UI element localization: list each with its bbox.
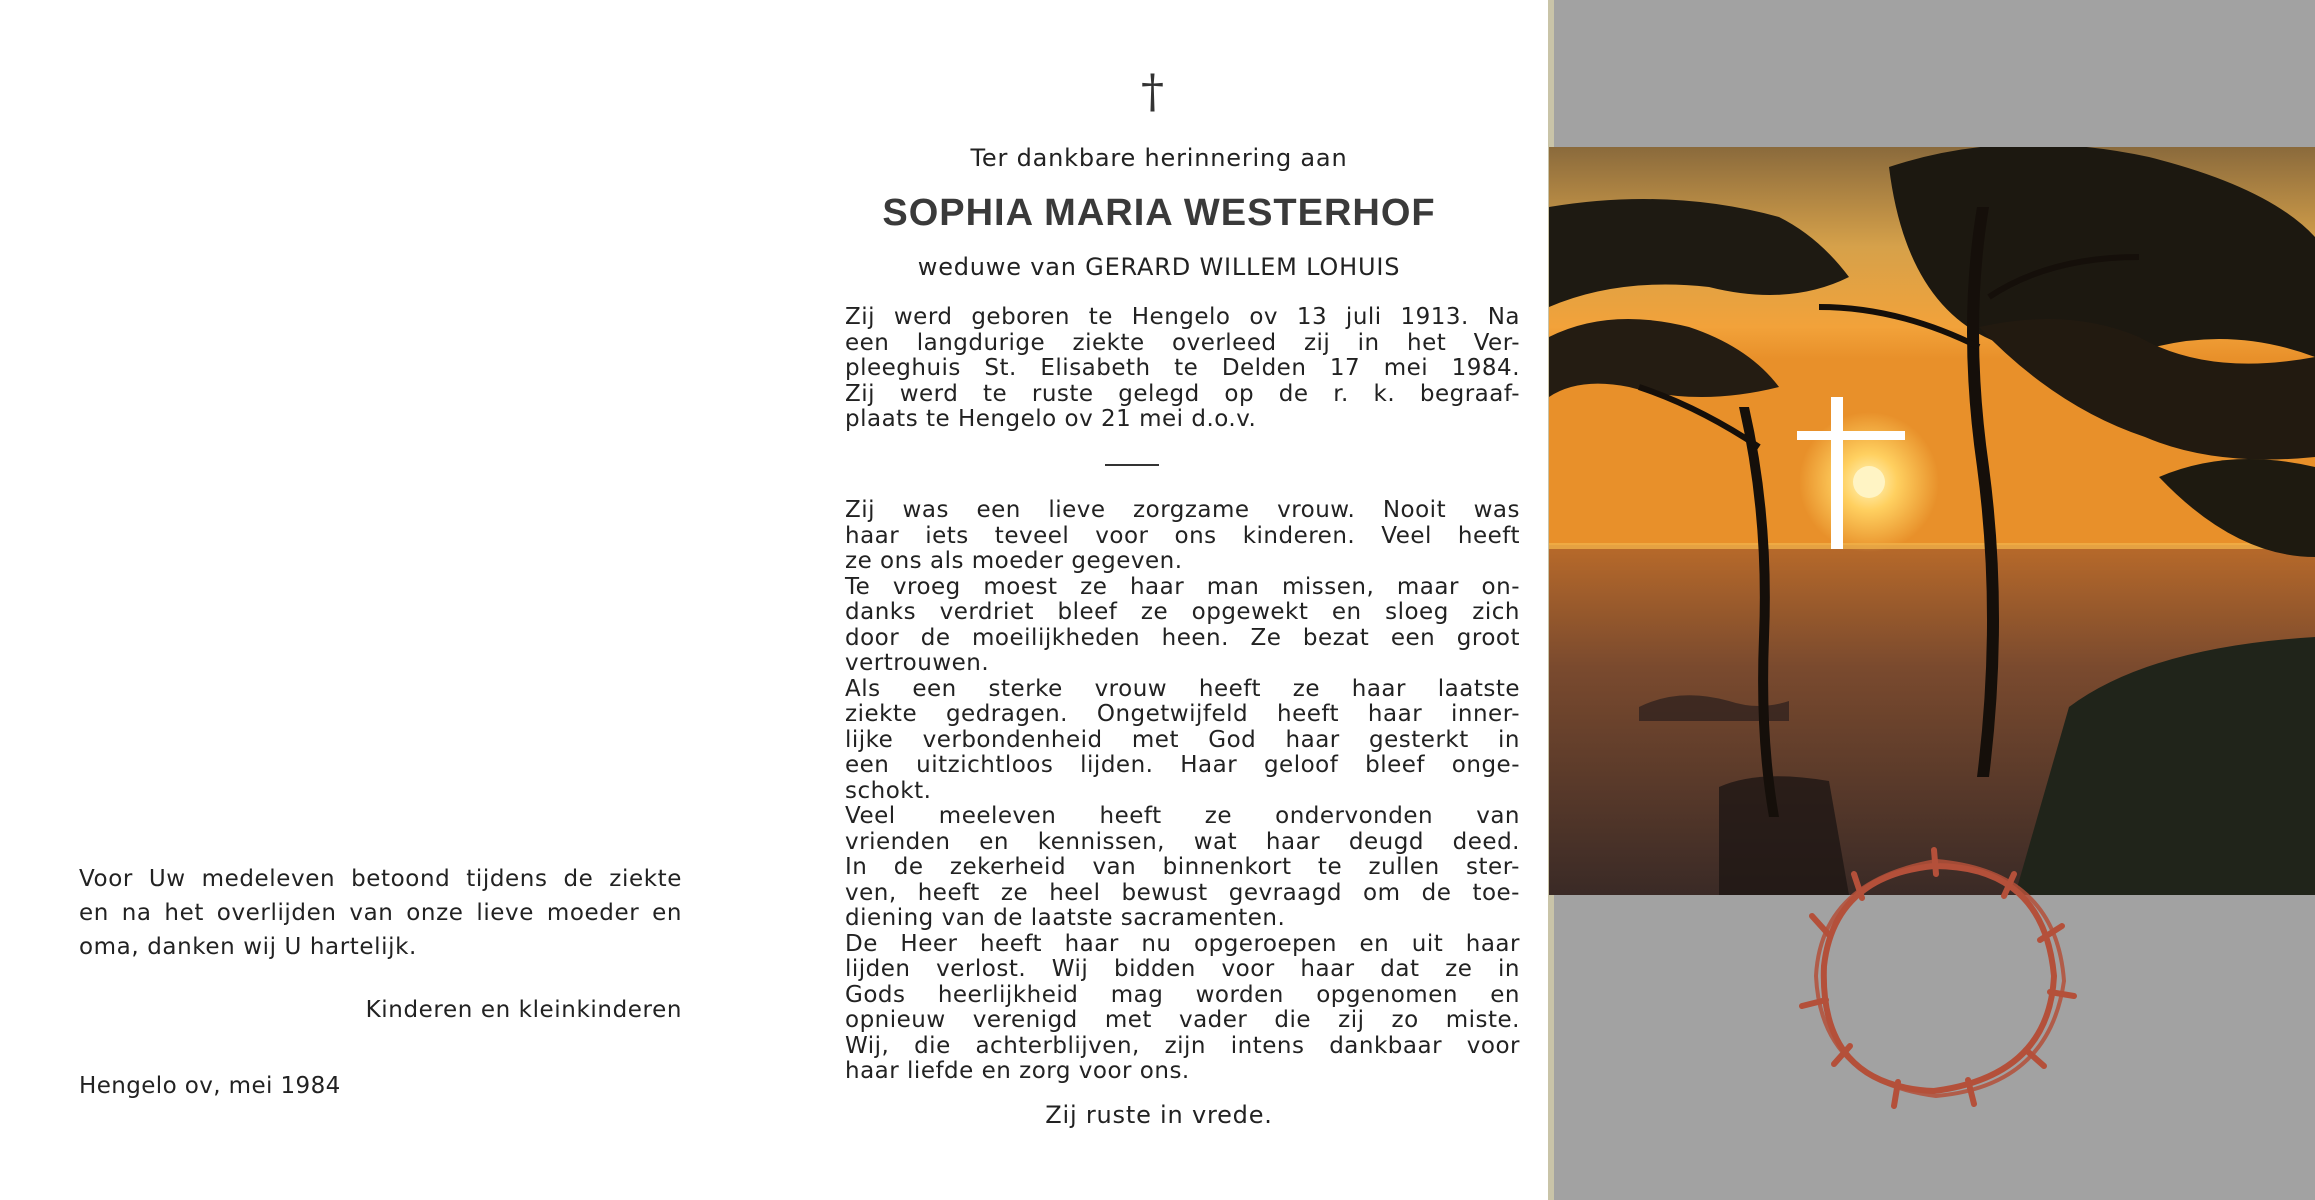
crown-of-thorns-icon xyxy=(1794,846,2080,1116)
deceased-name: SOPHIA MARIA WESTERHOF xyxy=(882,192,1436,234)
tribute-line: schokt. xyxy=(845,777,932,804)
widow-of: weduwe van GERARD WILLEM LOHUIS xyxy=(917,253,1401,281)
tribute-line: ze ons als moeder gegeven. xyxy=(845,548,1183,574)
thanks-line: oma, danken wij U hartelijk. xyxy=(79,934,417,960)
tribute-line: vrienden en kennissen, wat haar deugd deed. xyxy=(845,828,1520,855)
bio-line: een langdurige ziekte overleed zij in het Ver- xyxy=(845,329,1520,356)
tribute-line: haar liefde en zorg voor ons. xyxy=(845,1058,1190,1084)
tribute-line: diening van de laatste sacramenten. xyxy=(845,905,1286,931)
tribute-line: ziekte gedragen. Ongetwijfeld heeft haar inner- xyxy=(845,701,1520,727)
tribute-line: haar iets teveel voor ons kinderen. Veel heeft xyxy=(845,522,1520,549)
biography xyxy=(845,305,1520,433)
tribute-line: opnieuw verenigd met vader die zij zo miste. xyxy=(845,1007,1520,1033)
bio-line: pleeghuis St. Elisabeth te Delden 17 mei 1984. xyxy=(845,355,1520,381)
tribute-line: door de moeilijkheden heen. Ze bezat een groot xyxy=(845,624,1520,651)
tribute-line: Te vroeg moest ze haar man missen, maar on- xyxy=(845,573,1520,600)
tribute-line: Zij was een lieve zorgzame vrouw. Nooit was xyxy=(845,497,1520,523)
bio-line: Zij werd geboren te Hengelo ov 13 juli 1913. Na xyxy=(845,304,1520,330)
tribute-line: In de zekerheid van binnenkort te zullen ster- xyxy=(845,854,1520,880)
divider xyxy=(1105,464,1159,466)
sunset-photo xyxy=(1549,147,2315,895)
tribute-line: Gods heerlijkheid mag worden opgenomen en xyxy=(845,981,1520,1008)
tribute-line: Als een sterke vrouw heeft ze haar laatste xyxy=(845,675,1520,702)
cross-icon: † xyxy=(1141,64,1164,118)
tribute-line: Veel meeleven heeft ze ondervonden van xyxy=(845,803,1520,829)
tribute-line: De Heer heeft haar nu opgeroepen en uit haar xyxy=(845,930,1520,957)
tribute-line: Wij, die achterblijven, zijn intens dankbaar voor xyxy=(845,1032,1520,1059)
signed-by: Kinderen en kleinkinderen xyxy=(365,997,682,1023)
left-panel xyxy=(0,0,770,1200)
bio-line: Zij werd te ruste gelegd op de r. k. begraaf- xyxy=(845,380,1520,407)
place-date: Hengelo ov, mei 1984 xyxy=(79,1073,341,1099)
thanks-line: en na het overlijden van onze lieve moeder en xyxy=(79,900,682,926)
sunset-image xyxy=(1549,147,2315,895)
closing-text: Zij ruste in vrede. xyxy=(1045,1101,1273,1129)
tribute-line: lijke verbondenheid met God haar gesterkt in xyxy=(845,726,1520,753)
middle-panel xyxy=(770,0,1548,1200)
tribute-line: een uitzichtloos lijden. Haar geloof bleef onge- xyxy=(845,752,1520,778)
thanks-line: Voor Uw medeleven betoond tijdens de ziekte xyxy=(79,866,682,892)
tribute-line: danks verdriet bleef ze opgewekt en sloeg zich xyxy=(845,599,1520,625)
bio-line: plaats te Hengelo ov 21 mei d.o.v. xyxy=(845,406,1257,432)
intro-text: Ter dankbare herinnering aan xyxy=(970,144,1348,172)
tribute-text xyxy=(845,498,1520,1085)
tribute-line: lijden verlost. Wij bidden voor haar dat ze in xyxy=(845,956,1520,982)
thanks-message xyxy=(79,862,682,964)
tribute-line: vertrouwen. xyxy=(845,650,990,676)
tribute-line: ven, heeft ze heel bewust gevraagd om de toe- xyxy=(845,879,1520,906)
